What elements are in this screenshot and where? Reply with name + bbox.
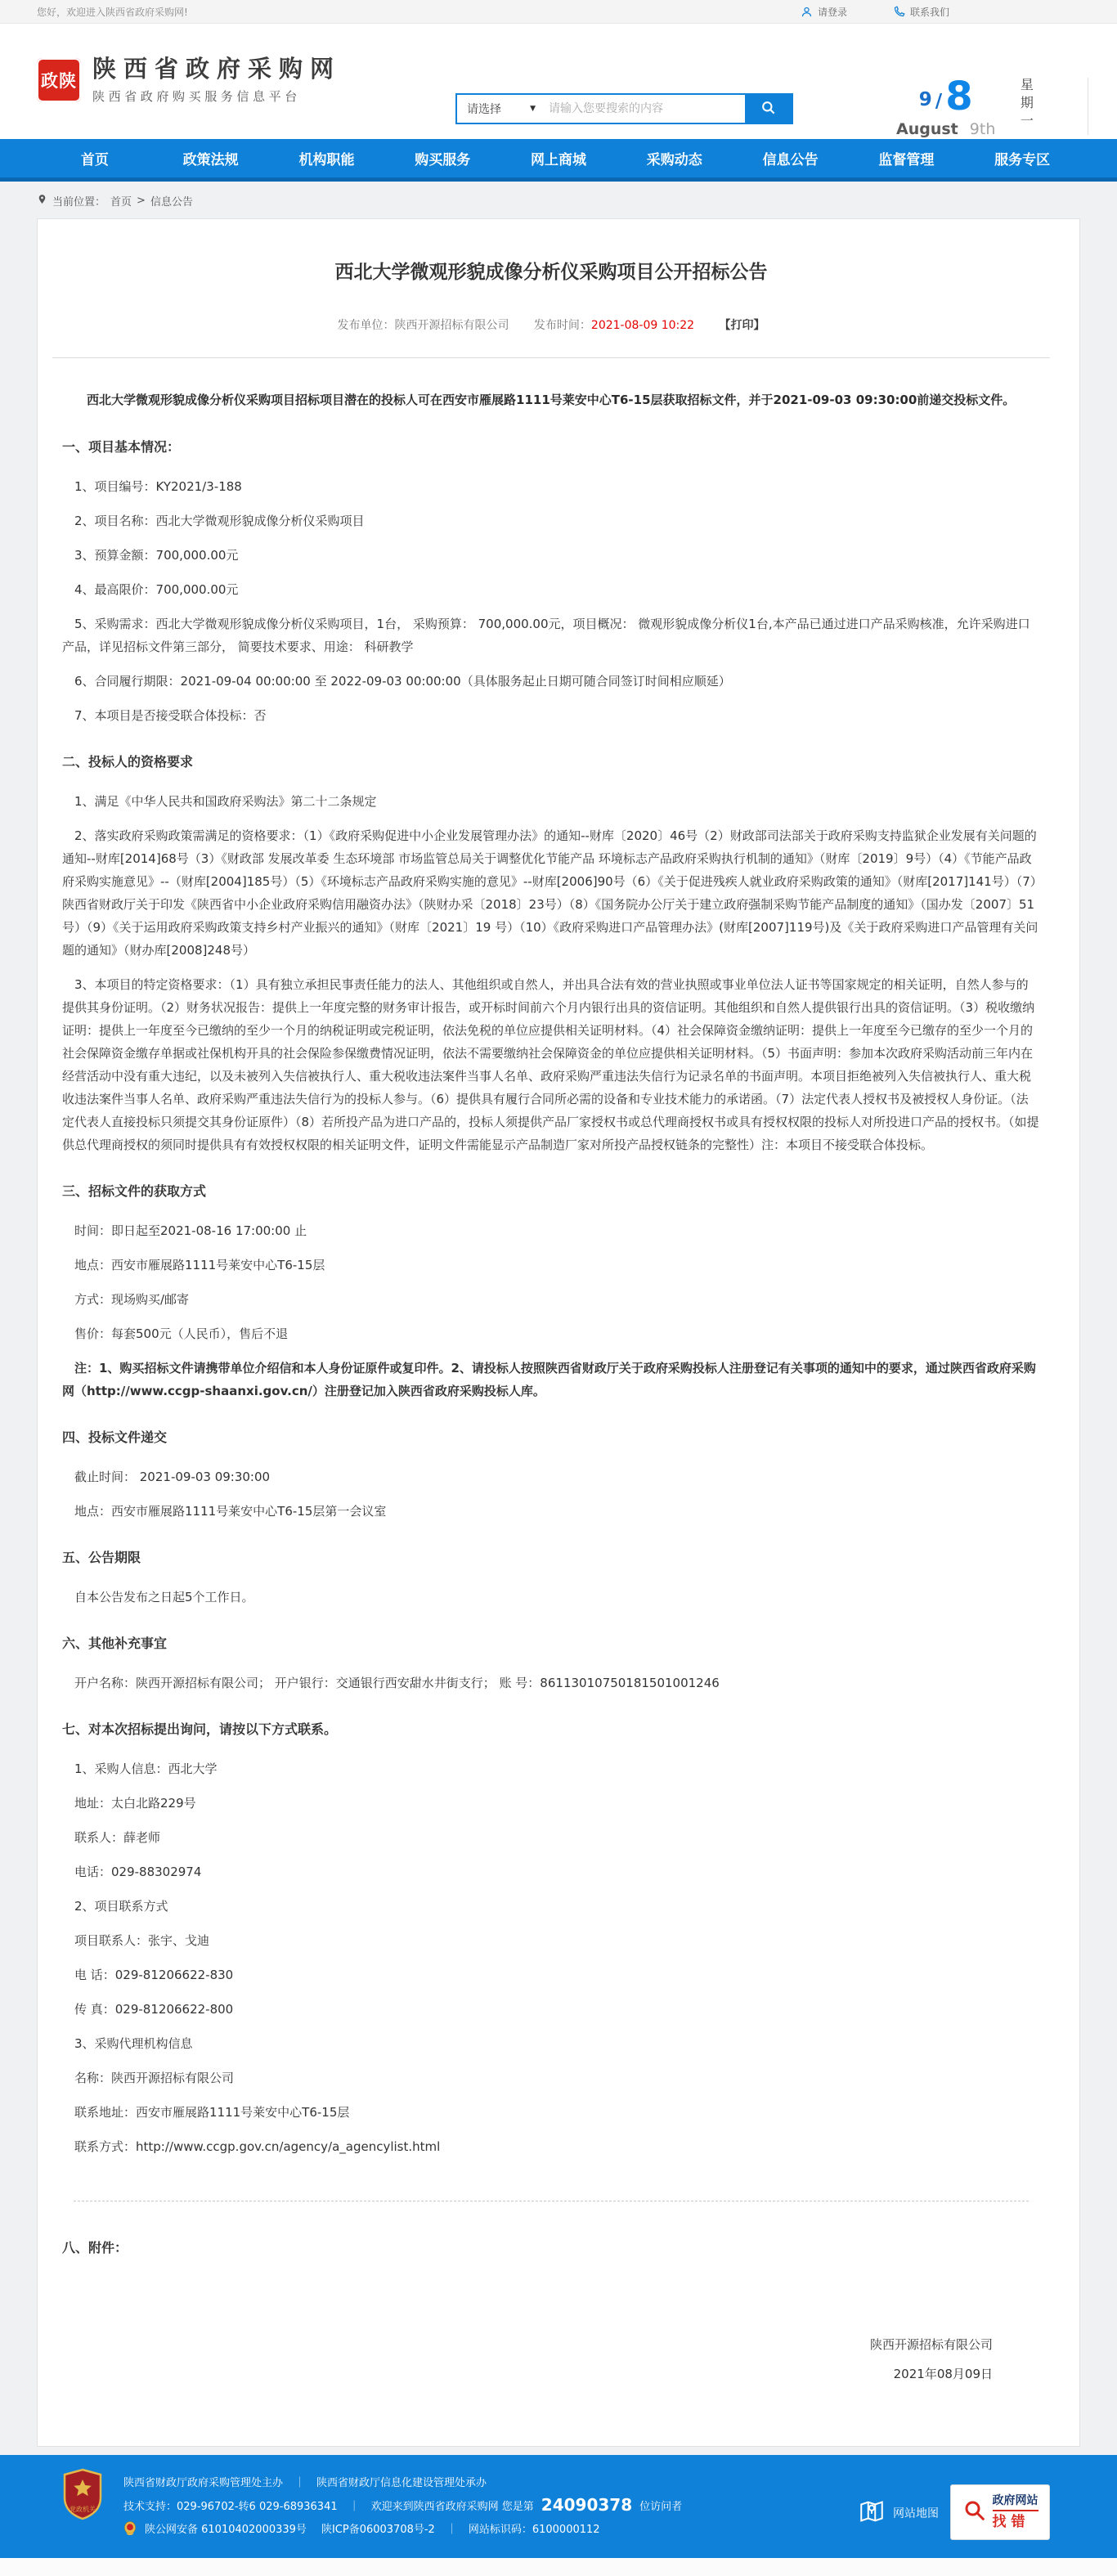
section-7-para-6: 项目联系人：张宇、戈迪 [74,1933,210,1948]
date-slash: / [935,91,943,112]
section-1-para-4: 4、最高限价：700,000.00元 [74,582,239,597]
breadcrumb [0,182,1117,218]
page-body [0,182,1117,2455]
sitemap-icon [858,2497,886,2529]
footer-undertaker: 陕西省财政厅信息化建设管理处承办 [316,2477,487,2489]
login-link[interactable] [801,5,847,19]
section-7-para-5: 2、项目联系方式 [74,1899,168,1914]
site-logo: 政陕 [37,58,81,102]
section-2-heading: 二、投标人的资格要求 [62,754,194,770]
section-6-para-1: 开户名称：陕西开源招标有限公司； 开户银行：交通银行西安甜水井街支行； 账 号：86113010750181501001246 [74,1676,720,1690]
section-7-para-9: 3、采购代理机构信息 [74,2036,193,2051]
breadcrumb-current: 信息公告 [150,196,193,209]
gov-site-error-badge[interactable] [950,2484,1050,2540]
section-4-para-1: 截止时间： 2021-09-03 09:30:00 [74,1470,271,1484]
section-2-para-1: 1、满足《中华人民共和国政府采购法》第二十二条规定 [74,794,377,809]
location-pin-icon [37,193,47,209]
section-3-para-5: 注：1、购买招标文件请携带单位介绍信和本人身份证原件或复印件。2、请投标人按照陕西省财政厅关于政府采购投标人注册登记有关事项的通知中的要求，通过陕西省政府采购网（http://www.ccgp-shaanxi.gov.cn/）注册登记加入陕西省政府采购投标人库。 [62,1361,1036,1398]
announcement-card [37,218,1080,2447]
section-2-para-2: 2、落实政府采购政策需满足的资格要求：（1）《政府采购促进中小企业发展管理办法》的通知--财库〔2020〕46号（2）财政部司法部关于政府采购支持监狱企业发展有关问题的通知--财库[2014]68号（3）《财政部 发展改革委 生态环境部 市场监管总局关于调整优化节能产品 环境标志产品政府采购执行机制的通知》（财库〔2019〕9号）（4）《节能产品政府采购实施意见》--（财库[2004]185号）（5）《环境标志产品政府采购实施的意见》--财库[2006]90号（6）《关于促进残疾人就业政府采购政策的通知》（财库[2017]141号）（7）陕西省财政厅关于印发《陕西省中小企业政府采购信用融资办法》（陕财办采〔2018〕23号）（8）《国务院办公厅关于建立政府强制采购节能产品制度的通知》（国办发〔2007〕51号）（9）《关于运用政府采购政策支持乡村产业振兴的通知》（财库〔2021〕19 号）（10）《政府采购进口产品管理办法》(财库[2007]119号)及《关于政府采购进口产品管理有关问题的通知》（财办库[2008]248号） [62,828,1038,958]
section-3-heading: 三、招标文件的获取方式 [62,1183,207,1199]
site-subtitle: 陕西省政府购买服务信息平台 [92,89,301,104]
section-7-para-3: 联系人：薛老师 [74,1830,161,1845]
nav-item-5[interactable]: 网上商城 [531,152,587,168]
footer-line-organizers: 陕西省财政厅政府采购管理处主办 ｜ 陕西省财政厅信息化建设管理处承办 [123,2474,682,2489]
section-4-heading: 四、投标文件递交 [62,1429,168,1445]
nav-item-9[interactable]: 服务专区 [994,152,1051,168]
section-6-heading: 六、其他补充事宜 [62,1636,168,1651]
section-8-heading: 八、附件： [62,2240,128,2255]
section-7-heading: 七、对本次招标提出询问，请按以下方式联系。 [62,1721,338,1737]
section-7-para-8: 传 真：029-81206622-800 [74,2002,234,2017]
page-title: 西北大学微观形貌成像分析仪采购项目公开招标公告 [334,262,768,283]
section-3-para-1: 时间：即日起至2021-08-16 17:00:00 止 [74,1223,307,1238]
bottom-strip [0,2558,1117,2576]
footer-line-beian: 陕公网安备 61010402000339号 陕ICP备06003708号-2 ｜ 网站标识码：6100000112 [123,2520,682,2536]
section-7-para-11: 联系地址：西安市雁展路1111号莱安中心T6-15层 [74,2105,350,2120]
footer-beian-police[interactable]: 陕公网安备 61010402000339号 [145,2524,307,2536]
footer-site-code: 网站标识码：6100000112 [468,2524,600,2536]
footer-welcome-suffix: 位访问者 [639,2500,683,2513]
section-1-para-1: 1、项目编号：KY2021/3-188 [74,479,242,494]
nav-item-1[interactable]: 首页 [80,152,109,168]
meta-divider [52,357,1050,358]
sitemap-label: 网站地图 [893,2507,939,2520]
section-1-para-6: 6、合同履行期限：2021-09-04 00:00:00 至 2022-09-03 00:00:00（具体服务起止日期可随合同签订时间相应顺延） [74,674,731,689]
err-badge-line2: 找错 [992,2513,1030,2530]
nav-item-6[interactable]: 采购动态 [646,152,702,168]
brand[interactable] [37,55,341,105]
police-badge-icon [123,2521,137,2535]
section-4-para-2: 地点：西安市雁展路1111号莱安中心T6-15层第一会议室 [74,1504,387,1519]
error-finder-icon [962,2498,987,2526]
nav-item-3[interactable]: 机构职能 [298,152,355,168]
signature-block [62,2330,1040,2389]
err-badge-line1: 政府网站 [993,2494,1038,2511]
site-footer [0,2455,1117,2558]
site-header [0,24,1117,139]
date-month-number: 9 [918,89,932,110]
section-1-para-2: 2、项目名称：西北大学微观形貌成像分析仪采购项目 [74,514,365,528]
date-day-number: 8 [945,74,973,119]
nav-item-4[interactable]: 购买服务 [415,152,471,168]
section-7-para-4: 电话：029-88302974 [74,1865,202,1879]
login-label: 请登录 [817,6,847,18]
signature-company: 陕西开源招标有限公司 [869,2337,993,2352]
date-weekday: 星期一 [1018,78,1034,132]
publisher-label: 发布单位： [337,319,395,332]
section-3-para-4: 售价：每套500元（人民币），售后不退 [74,1326,289,1341]
contact-label: 联系我们 [909,6,949,18]
footer-organizer: 陕西省财政厅政府采购管理处主办 [123,2477,284,2489]
search-icon [760,100,776,118]
section-7-para-7: 电 话：029-81206622-830 [74,1968,234,1982]
date-month-name: August [896,120,958,138]
footer-beian-icp[interactable]: 陕ICP备06003708号-2 [321,2524,435,2536]
signature-date: 2021年08月09日 [893,2367,993,2381]
search-category-select[interactable] [457,95,544,123]
breadcrumb-home[interactable]: 首页 [110,196,132,209]
print-button[interactable]: 【打印】 [719,319,765,332]
article-meta [62,316,1040,333]
search-input[interactable] [544,95,745,123]
publish-time-value: 2021-08-09 10:22 [590,319,695,332]
section-7-para-10: 名称：陕西开源招标有限公司 [74,2071,235,2085]
sitemap-link[interactable] [858,2497,939,2529]
section-3-para-2: 地点：西安市雁展路1111号莱安中心T6-15层 [74,1258,325,1272]
contact-link[interactable] [893,5,949,19]
search-box [455,93,793,124]
section-2-para-3: 3、本项目的特定资格要求：（1）具有独立承担民事责任能力的法人、其他组织或自然人，并出具合法有效的营业执照或事业单位法人证书等国家规定的相关证明，自然人参与的提供其身份证明。（2）财务状况报告：提供上一年度完整的财务审计报告，或开标时间前六个月内银行出具的资信证明。其他组织和自然人提供银行出具的资信证明。（3）税收缴纳证明：提供上一年度至今已缴纳的至少一个月的纳税证明或完税证明，依法免税的单位应提供相关证明材料。（4）社会保障资金缴纳证明：提供上一年度至今已缴存的至少一个月的社会保障资金缴存单据或社保机构开具的社会保险参保缴费情况证明，依法不需要缴纳社会保障资金的单位应提供相关证明材料。（5）书面声明：参加本次政府采购活动前三年内在经营活动中没有重大违纪，以及未被列入失信被执行人、重大税收违法案件当事人名单、政府采购严重违法失信行为记录名单的书面声明。本项目拒绝被列入失信被执行人、重大税收违法案件当事人名单、政府采购严重违法失信行为的投标人参与。（6）提供具有履行合同所必需的设备和专业技术能力的承诺函。（7）法定代表人授权书及被授权人身份证。（法定代表人直接投标只须提交其身份证原件）（8）若所投产品为进口产品的，投标人须提供产品厂家授权书或总代理商授权书或具有授权权限的投标人对所投进口产品的授权书。（如提供总代理商授权的须同时提供具有有效授权权限的相关证明文件，证明文件需能显示产品制造厂家对所投产品授权链条的完整性）注：本项目不接受联合体投标。 [62,977,1039,1152]
footer-line-support: 技术支持：029-96702-转6 029-68936341 ｜ 欢迎来到陕西省政府采购网 您是第 24090378 位访问者 [123,2495,683,2515]
publish-time-label: 发布时间： [533,319,591,332]
article-intro: 西北大学微观形貌成像分析仪采购项目招标项目潜在的投标人可在西安市雁展路1111号莱安中心T6-15层获取招标文件，并于2021-09-03 09:30:00前递交投标文件。 [87,393,1016,407]
footer-welcome-prefix: 欢迎来到陕西省政府采购网 您是第 [370,2500,534,2513]
search-select-label: 请选择 [467,103,501,116]
nav-item-2[interactable]: 政策法规 [182,152,239,168]
date-widget [896,74,1035,148]
section-1-para-7: 7、本项目是否接受联合体投标：否 [74,708,267,723]
date-day-ordinal: 9th [969,120,996,138]
section-7-para-1: 1、采购人信息：西北大学 [74,1761,218,1776]
government-emblem-icon [61,2468,104,2542]
svg-text:党政机关: 党政机关 [70,2506,96,2513]
nav-item-7[interactable]: 信息公告 [762,152,819,168]
phone-icon [893,6,905,18]
section-1-para-3: 3、预算金额：700,000.00元 [74,548,239,563]
section-7-para-2: 地址：太白北路229号 [74,1796,196,1811]
search-button[interactable] [745,95,792,123]
user-icon [801,6,813,18]
site-title: 陕西省政府采购网 [92,55,342,83]
chevron-down-icon: ▼ [530,105,536,113]
section-3-para-3: 方式：现场购买/邮寄 [74,1292,190,1307]
topbar [0,0,1117,24]
visitor-count: 24090378 [541,2495,633,2515]
publisher-value: 陕西开源招标有限公司 [394,319,509,332]
section-1-para-5: 5、采购需求：西北大学微观形貌成像分析仪采购项目，1台， 采购预算： 700,000.00元，项目概况： 微观形貌成像分析仪1台,本产品已通过进口产品采购核准，允许采购进口产品，详见招标文件第三部分， 简要技术要求、用途： 科研教学 [62,617,1030,654]
footer-tech-support: 技术支持：029-96702-转6 029-68936341 [123,2500,338,2513]
section-5-para-1: 自本公告发布之日起5个工作日。 [74,1590,254,1604]
section-5-heading: 五、公告期限 [62,1550,141,1565]
article-body [62,437,1040,2256]
section-1-heading: 一、项目基本情况： [62,439,181,455]
breadcrumb-separator: > [137,195,146,207]
breadcrumb-label: 当前位置： [52,196,106,209]
welcome-text: 您好，欢迎进入陕西省政府采购网! [37,6,188,18]
nav-item-8[interactable]: 监督管理 [878,152,935,168]
section-7-para-12: 联系方式：http://www.ccgp.gov.cn/agency/a_agencylist.html [74,2139,441,2154]
